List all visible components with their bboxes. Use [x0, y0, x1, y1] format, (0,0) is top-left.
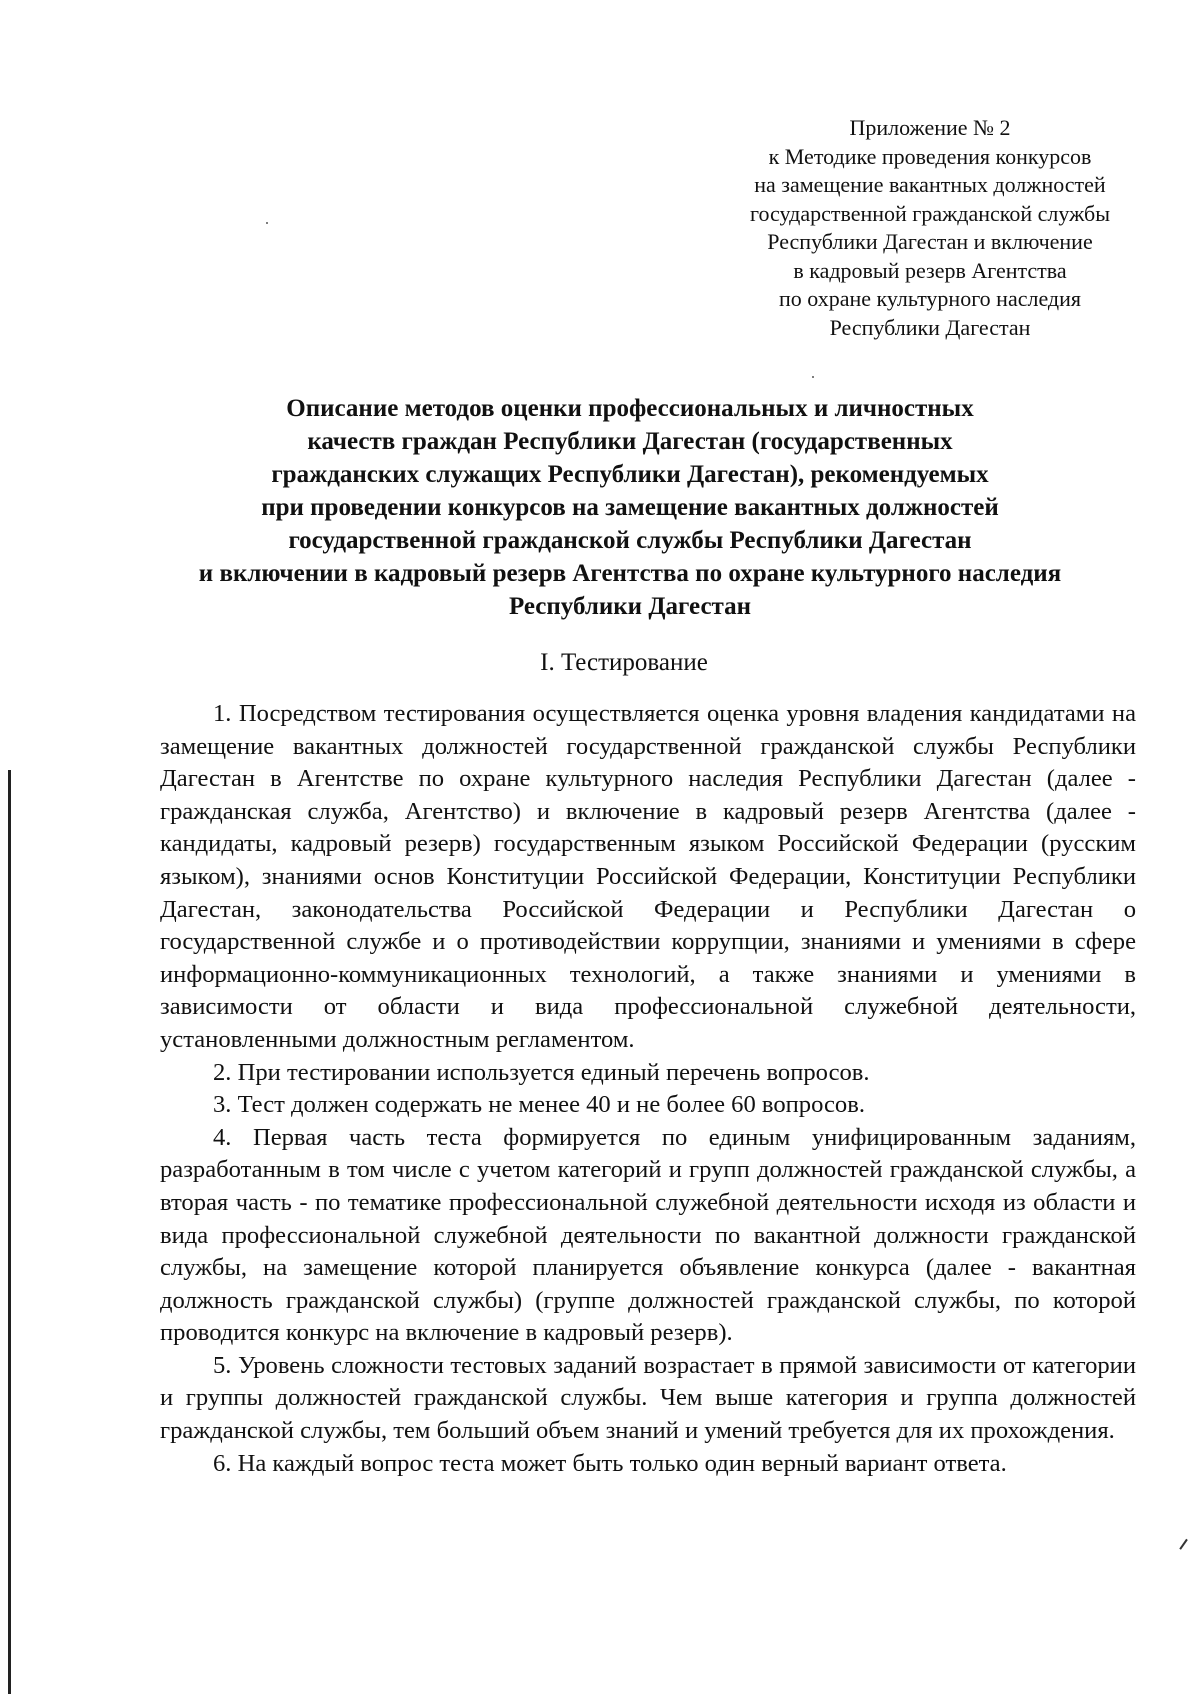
scan-edge-line [8, 770, 11, 1694]
paragraph: 4. Первая часть теста формируется по единым унифицированным заданиям, разработанным в том числе с учетом категорий и групп должностей гражданской службы, а вторая часть - по тематике профессиональной служебной деятельности исходя из области и вида профессиональной служебной деятельности по вакантной должности гражданской службы, на замещение которой планируется объявление конкурса (далее - вакантная должность гражданской службы) (группе должностей гражданской службы, по которой проводится конкурс на включение в кадровый резерв). [160, 1123, 1136, 1347]
body-text [160, 698, 1136, 1480]
section-heading: I. Тестирование [540, 649, 708, 676]
paragraph: 3. Тест должен содержать не менее 40 и не более 60 вопросов. [213, 1091, 865, 1119]
scan-speck [266, 222, 268, 224]
appendix-line: по охране культурного наследия [778, 286, 1082, 311]
title-line: гражданских служащих Республики Дагестан), рекомендуемых [271, 461, 989, 488]
title-line: государственной гражданской службы Республики Дагестан [288, 527, 972, 554]
appendix-line: Республики Дагестан [829, 314, 1031, 340]
title-line: при проведении конкурсов на замещение вакантных должностей [261, 494, 999, 521]
appendix-line: на замещение вакантных должностей [754, 172, 1106, 197]
appendix-line: в кадровый резерв Агентства [793, 257, 1067, 283]
paragraph: 2. При тестировании используется единый перечень вопросов. [213, 1058, 870, 1086]
appendix-note [720, 114, 1140, 342]
appendix-line: государственной гражданской службы [750, 200, 1110, 226]
scan-mark [1179, 1539, 1192, 1553]
appendix-line: Приложение № 2 [849, 115, 1011, 140]
document-title [140, 392, 1120, 623]
appendix-line: к Методике проведения конкурсов [768, 143, 1092, 169]
title-line: Описание методов оценки профессиональных и личностных [286, 395, 974, 422]
paragraph: 1. Посредством тестирования осуществляется оценка уровня владения кандидатами на замещение вакантных должностей государственной гражданской службы Республики Дагестан в Агентстве по охране культурного наследия Республики Дагестан (далее - гражданская служба, Агентство) и включение в кадровый резерв Агентства (далее - кандидаты, кадровый резерв) государственным языком Российской Федерации (русским языком), знаниями основ Конституции Российской Федерации, Конституции Республики Дагестан, законодательства Российской Федерации и Республики Дагестан о государственной службе и о противодействии коррупции, знаниями и умениями в сфере информационно-коммуникационных технологий, а также знаниями и умениями в зависимости от области и вида профессиональной служебной деятельности, установленными должностным регламентом. [160, 700, 1136, 1053]
title-line: Республики Дагестан [508, 593, 752, 620]
title-line: качеств граждан Республики Дагестан (государственных [307, 428, 953, 455]
paragraph: 5. Уровень сложности тестовых заданий возрастает в прямой зависимости от категории и группы должностей гражданской службы. Чем выше категория и группа должностей гражданской службы, тем больший объем знаний и умений требуется для их прохождения. [160, 1351, 1136, 1445]
scan-speck [812, 376, 814, 378]
title-line: и включении в кадровый резерв Агентства по охране культурного наследия [198, 560, 1062, 587]
appendix-line: Республики Дагестан и включение [767, 229, 1093, 254]
paragraph: 6. На каждый вопрос теста может быть только один верный вариант ответа. [213, 1449, 1007, 1477]
